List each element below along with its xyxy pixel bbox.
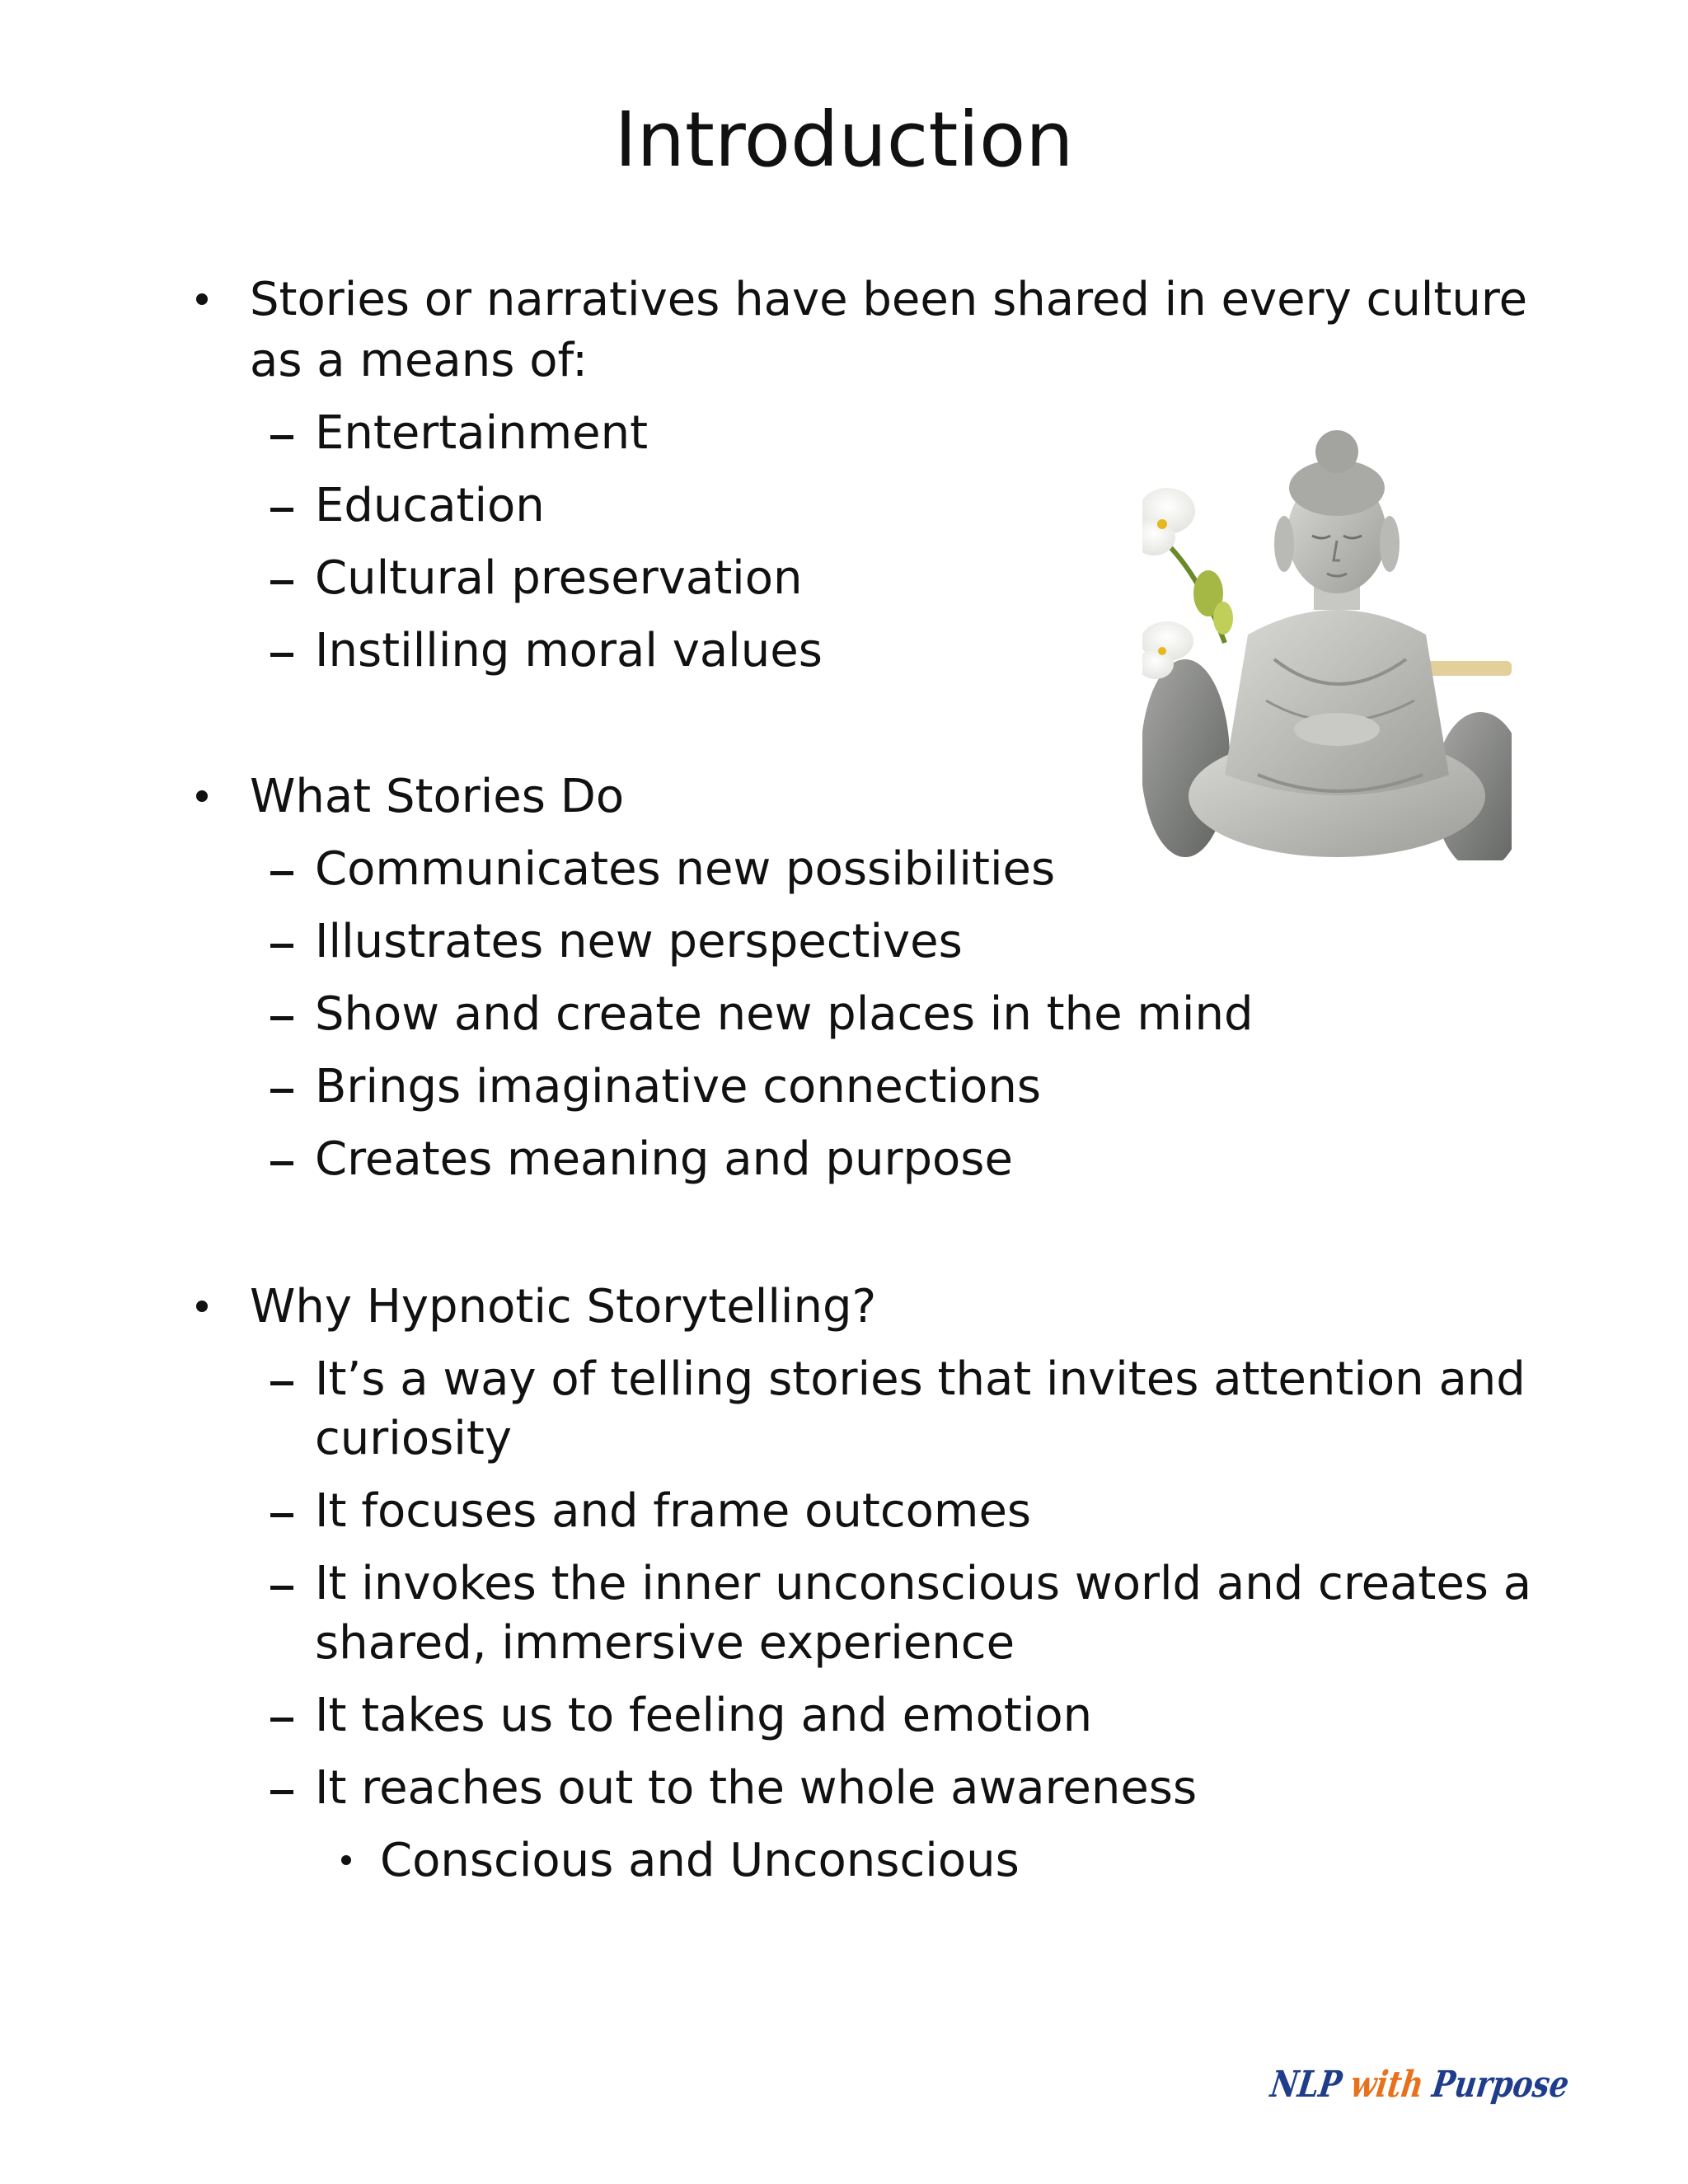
dash-marker bbox=[270, 435, 293, 439]
dash-marker bbox=[270, 580, 293, 584]
logo-text-with: with bbox=[1348, 2064, 1427, 2106]
list-item: Brings imaginative connections bbox=[315, 1060, 1041, 1113]
list-item: Illustrates new perspectives bbox=[315, 915, 963, 968]
bullet-marker bbox=[196, 790, 208, 802]
list-item: It reaches out to the whole awareness bbox=[315, 1761, 1198, 1815]
dash-marker bbox=[270, 1586, 293, 1590]
list-item: Communicates new possibilities bbox=[315, 842, 1056, 896]
buddha-illustration bbox=[1142, 429, 1512, 860]
list-item: Creates meaning and purpose bbox=[315, 1132, 1013, 1186]
dash-marker bbox=[270, 1016, 293, 1020]
dash-marker bbox=[270, 508, 293, 512]
nlp-with-purpose-logo bbox=[1268, 2059, 1573, 2111]
dash-marker bbox=[270, 1089, 293, 1093]
section-heading: What Stories Do bbox=[250, 770, 625, 823]
list-item: Entertainment bbox=[315, 406, 649, 460]
sub-bullet-marker bbox=[341, 1855, 351, 1865]
dash-marker bbox=[270, 653, 293, 657]
list-item-continuation: shared, immersive experience bbox=[315, 1616, 1015, 1670]
list-item: Instilling moral values bbox=[315, 624, 823, 677]
list-item: It invokes the inner unconscious world and creates a bbox=[315, 1557, 1532, 1610]
dash-marker bbox=[270, 1718, 293, 1722]
list-item-continuation: curiosity bbox=[315, 1412, 512, 1465]
section-heading: Why Hypnotic Storytelling? bbox=[250, 1280, 877, 1333]
dash-marker bbox=[270, 944, 293, 948]
sub-list-item: Conscious and Unconscious bbox=[380, 1834, 1020, 1887]
dash-marker bbox=[270, 1513, 293, 1517]
buddha-statue-with-orchid-icon bbox=[1142, 429, 1512, 860]
section-heading-continuation: as a means of: bbox=[250, 334, 588, 387]
dash-marker bbox=[270, 1790, 293, 1794]
list-item: Education bbox=[315, 479, 545, 532]
list-item: Show and create new places in the mind bbox=[315, 987, 1254, 1041]
list-item: It focuses and frame outcomes bbox=[315, 1484, 1032, 1538]
dash-marker bbox=[270, 871, 293, 875]
list-item: It’s a way of telling stories that invites attention and bbox=[315, 1352, 1526, 1406]
logo-text-purpose: Purpose bbox=[1429, 2064, 1572, 2106]
bullet-marker bbox=[196, 293, 208, 305]
dash-marker bbox=[270, 1381, 293, 1385]
page-title: Introduction bbox=[614, 96, 1074, 184]
dash-marker bbox=[270, 1161, 293, 1165]
logo-text-nlp: NLP bbox=[1268, 2064, 1345, 2106]
list-item: It takes us to feeling and emotion bbox=[315, 1689, 1093, 1742]
section-heading: Stories or narratives have been shared in every culture bbox=[250, 273, 1528, 326]
bullet-marker bbox=[196, 1301, 208, 1312]
list-item: Cultural preservation bbox=[315, 551, 803, 605]
